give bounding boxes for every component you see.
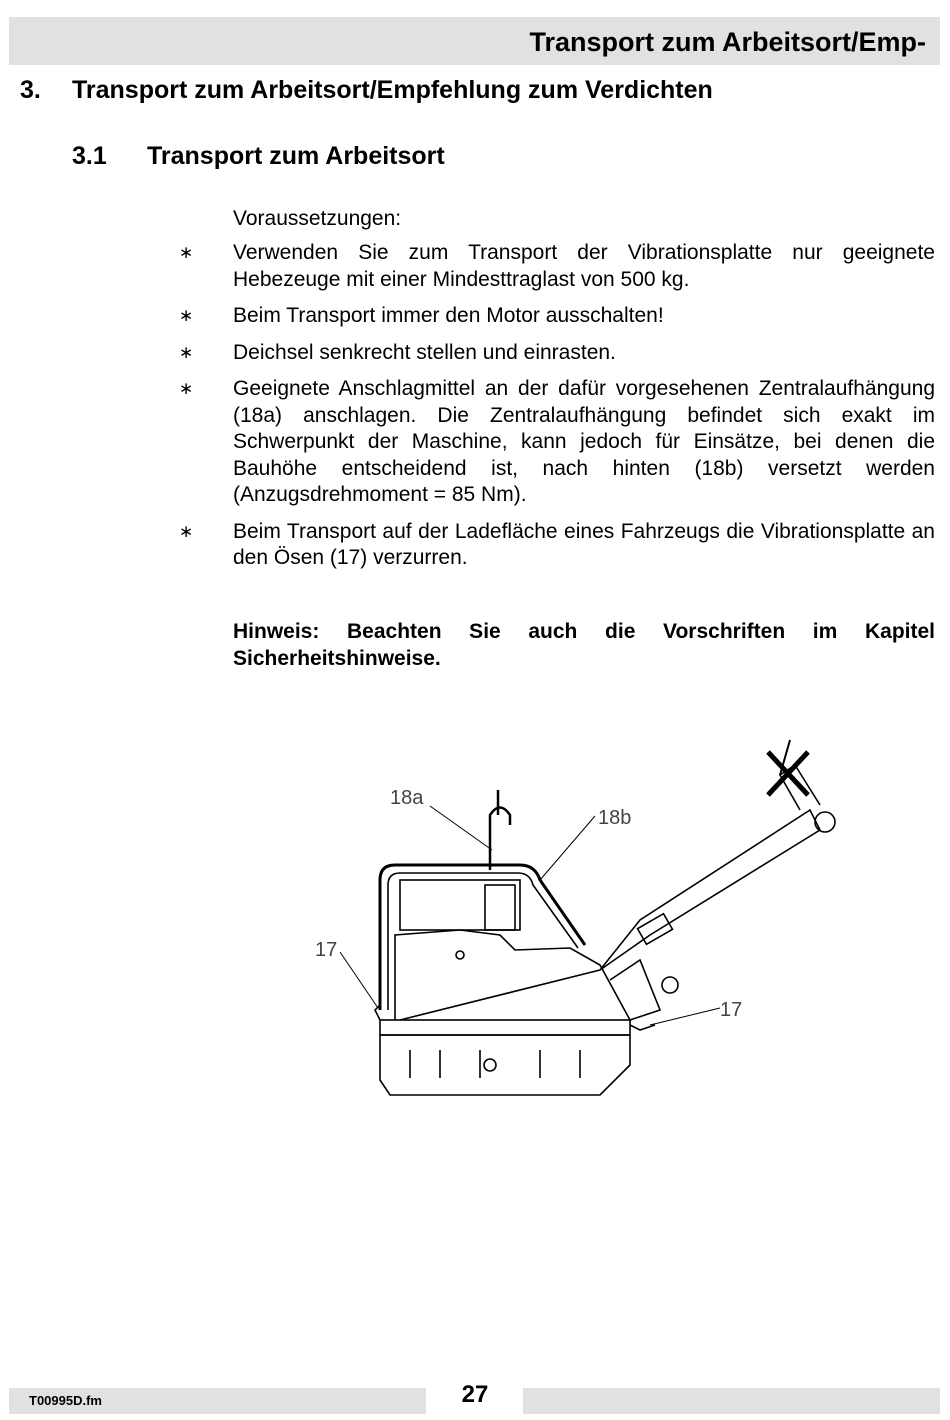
subsection-title: Transport zum Arbeitsort xyxy=(147,142,445,170)
footer-right-bar xyxy=(523,1388,940,1414)
footer-left-bar xyxy=(9,1388,426,1414)
list-item xyxy=(0,376,950,509)
chassis xyxy=(395,930,630,1020)
tiller-handle xyxy=(600,810,820,970)
label-18b: 18b xyxy=(598,807,632,829)
prerequisites-label: Voraussetzungen: xyxy=(233,207,402,230)
list-item-text: Verwenden Sie zum Transport der Vibrationsplatte nur geeignete Hebezeuge mit einer Mindesttraglast von 500 kg. xyxy=(233,241,935,291)
tie-down-eye-right xyxy=(630,1025,655,1030)
leader-line-18b xyxy=(540,816,595,880)
label-17-right: 17 xyxy=(720,999,743,1021)
page-number: 27 xyxy=(461,1381,489,1408)
running-header: Transport zum Arbeitsort/Emp- xyxy=(529,27,926,57)
footer-filename: T00995D.fm xyxy=(29,1393,102,1408)
engine xyxy=(400,880,520,930)
list-item xyxy=(0,340,950,367)
safety-note: Hinweis: Beachten Sie auch die Vorschriften im Kapitel Sicherheitshinweise. xyxy=(233,620,935,670)
list-item-text: Geeignete Anschlagmittel an der dafür vorgesehenen Zentralaufhängung (18a) anschlagen. Die Zentralaufhängung befindet sich exakt im Schwerpunkt der Maschine, kann jedoch für Einsätze, bei denen die Bauhöhe entscheidend ist, nach hinten (18b) versetzt werden (Anzugsdrehmoment = 85 Nm). xyxy=(233,377,935,506)
leader-line-17-left xyxy=(340,952,378,1008)
list-item xyxy=(0,519,950,572)
vibratory-plate-diagram xyxy=(300,720,870,1100)
bullet-star-icon: ∗ xyxy=(179,306,194,325)
bullet-list xyxy=(0,240,950,582)
bullet-star-icon: ∗ xyxy=(179,521,194,541)
label-18a: 18a xyxy=(390,787,424,809)
bullet-star-icon: ∗ xyxy=(179,243,194,262)
list-item-text: Beim Transport auf der Ladefläche eines Fahrzeugs die Vibrationsplatte an den Ösen (17) verzurren. xyxy=(233,519,935,569)
section-number: 3. xyxy=(20,76,41,104)
section-title: Transport zum Arbeitsort/Empfehlung zum Verdichten xyxy=(72,76,713,104)
list-item-text: Beim Transport immer den Motor ausschalten! xyxy=(233,304,664,327)
list-item xyxy=(0,303,950,330)
list-item xyxy=(0,240,950,293)
bullet-star-icon: ∗ xyxy=(179,379,194,398)
bullet-star-icon: ∗ xyxy=(179,342,194,362)
header-bar xyxy=(9,17,940,65)
leader-line-18a xyxy=(430,806,492,850)
base-plate xyxy=(380,1035,630,1095)
lifting-hook-18a xyxy=(490,808,510,871)
list-item-text: Deichsel senkrecht stellen und einrasten. xyxy=(233,340,616,364)
protective-frame xyxy=(380,865,585,1010)
subsection-number: 3.1 xyxy=(72,142,107,170)
base-frame xyxy=(380,1020,630,1035)
label-17-left: 17 xyxy=(315,939,338,961)
